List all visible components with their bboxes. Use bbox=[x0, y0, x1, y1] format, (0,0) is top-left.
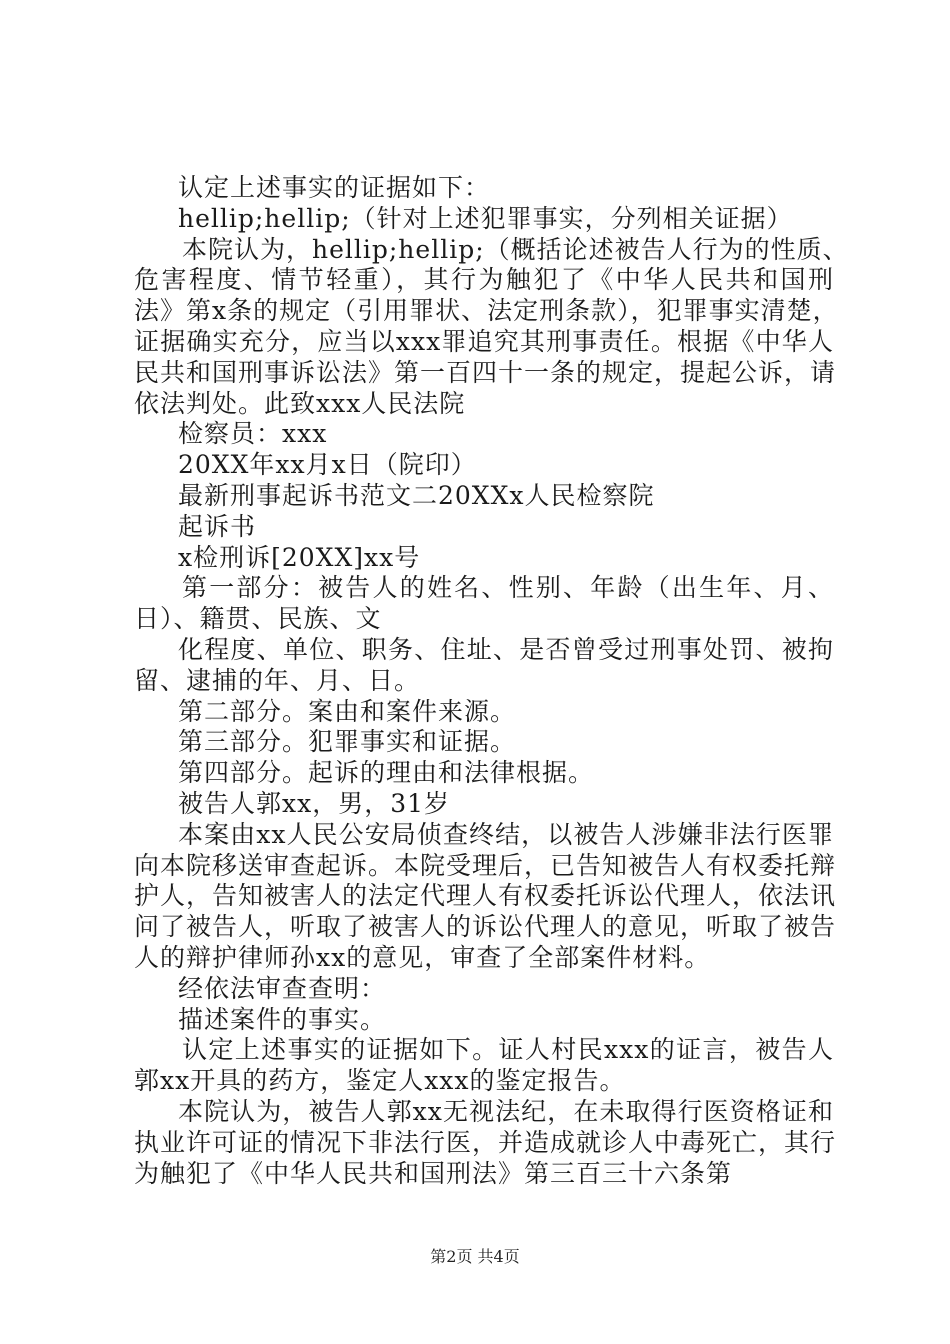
text-line: 危害程度、情节轻重），其行为触犯了《中华人民共和国刑 bbox=[134, 265, 834, 295]
page-footer: 第2页 共4页 bbox=[430, 1247, 520, 1266]
text-line: 经依法审查查明： bbox=[178, 973, 387, 1003]
text-line: 本案由xx人民公安局侦查终结，以被告人涉嫌非法行医罪 bbox=[178, 819, 834, 849]
text-line: 法》第x条的规定（引用罪状、法定刑条款），犯罪事实清楚， bbox=[134, 296, 839, 326]
text-line: 依法判处。此致xxx人民法院 bbox=[134, 388, 466, 418]
text-line: 郭xx开具的药方，鉴定人xxx的鉴定报告。 bbox=[134, 1066, 626, 1096]
text-line: 第三部分。犯罪事实和证据。 bbox=[178, 727, 517, 757]
text-line: 证据确实充分，应当以xxx罪追究其刑事责任。根据《中华人 bbox=[134, 326, 834, 356]
text-line: 留、逮捕的年、月、日。 bbox=[134, 665, 421, 695]
text-line: 民共和国刑事诉讼法》第一百四十一条的规定，提起公诉，请 bbox=[134, 357, 837, 387]
text-line: 描述案件的事实。 bbox=[178, 1004, 387, 1034]
text-line: 护人，告知被害人的法定代理人有权委托诉讼代理人，依法讯 bbox=[134, 881, 837, 911]
text-line: 起诉书 bbox=[178, 511, 257, 541]
text-line: 被告人郭xx，男，31岁 bbox=[178, 788, 451, 818]
text-line: 认定上述事实的证据如下： bbox=[178, 173, 491, 202]
text-line: 本院认为，被告人郭xx无视法纪，在未取得行医资格证和 bbox=[178, 1096, 834, 1126]
text-line: 本院认为，hellip;hellip;（概括论述被告人行为的性质、 bbox=[182, 234, 849, 264]
text-line: 检察员：xxx bbox=[178, 419, 328, 449]
text-line: 为触犯了《中华人民共和国刑法》第三百三十六条第 bbox=[134, 1158, 733, 1188]
text-line: 化程度、单位、职务、住址、是否曾受过刑事处罚、被拘 bbox=[178, 634, 834, 664]
document-body bbox=[134, 173, 849, 1189]
text-line: 人的辩护律师孙xx的意见，审查了全部案件材料。 bbox=[134, 942, 711, 972]
text-line: 第二部分。案由和案件来源。 bbox=[178, 696, 517, 726]
text-line: 认定上述事实的证据如下。证人村民xxx的证言，被告人 bbox=[182, 1035, 834, 1065]
text-line: 20XX年xx月x日（院印） bbox=[178, 450, 477, 480]
text-line: 执业许可证的情况下非法行医，并造成就诊人中毒死亡，其行 bbox=[134, 1127, 837, 1157]
text-line: 最新刑事起诉书范文二20XXx人民检察院 bbox=[178, 480, 655, 510]
text-line: x检刑诉[20XX]xx号 bbox=[178, 542, 421, 572]
text-line: 向本院移送审查起诉。本院受理后，已告知被告人有权委托辩 bbox=[134, 850, 837, 880]
text-line: 日）、籍贯、民族、文 bbox=[134, 604, 382, 634]
text-line: hellip;hellip;（针对上述犯罪事实，分列相关证据） bbox=[178, 203, 793, 233]
text-line: 第一部分：被告人的姓名、性别、年龄（出生年、月、 bbox=[182, 573, 834, 603]
text-line: 第四部分。起诉的理由和法律根据。 bbox=[178, 758, 595, 788]
text-line: 问了被告人，听取了被害人的诉讼代理人的意见，听取了被告 bbox=[134, 912, 837, 942]
